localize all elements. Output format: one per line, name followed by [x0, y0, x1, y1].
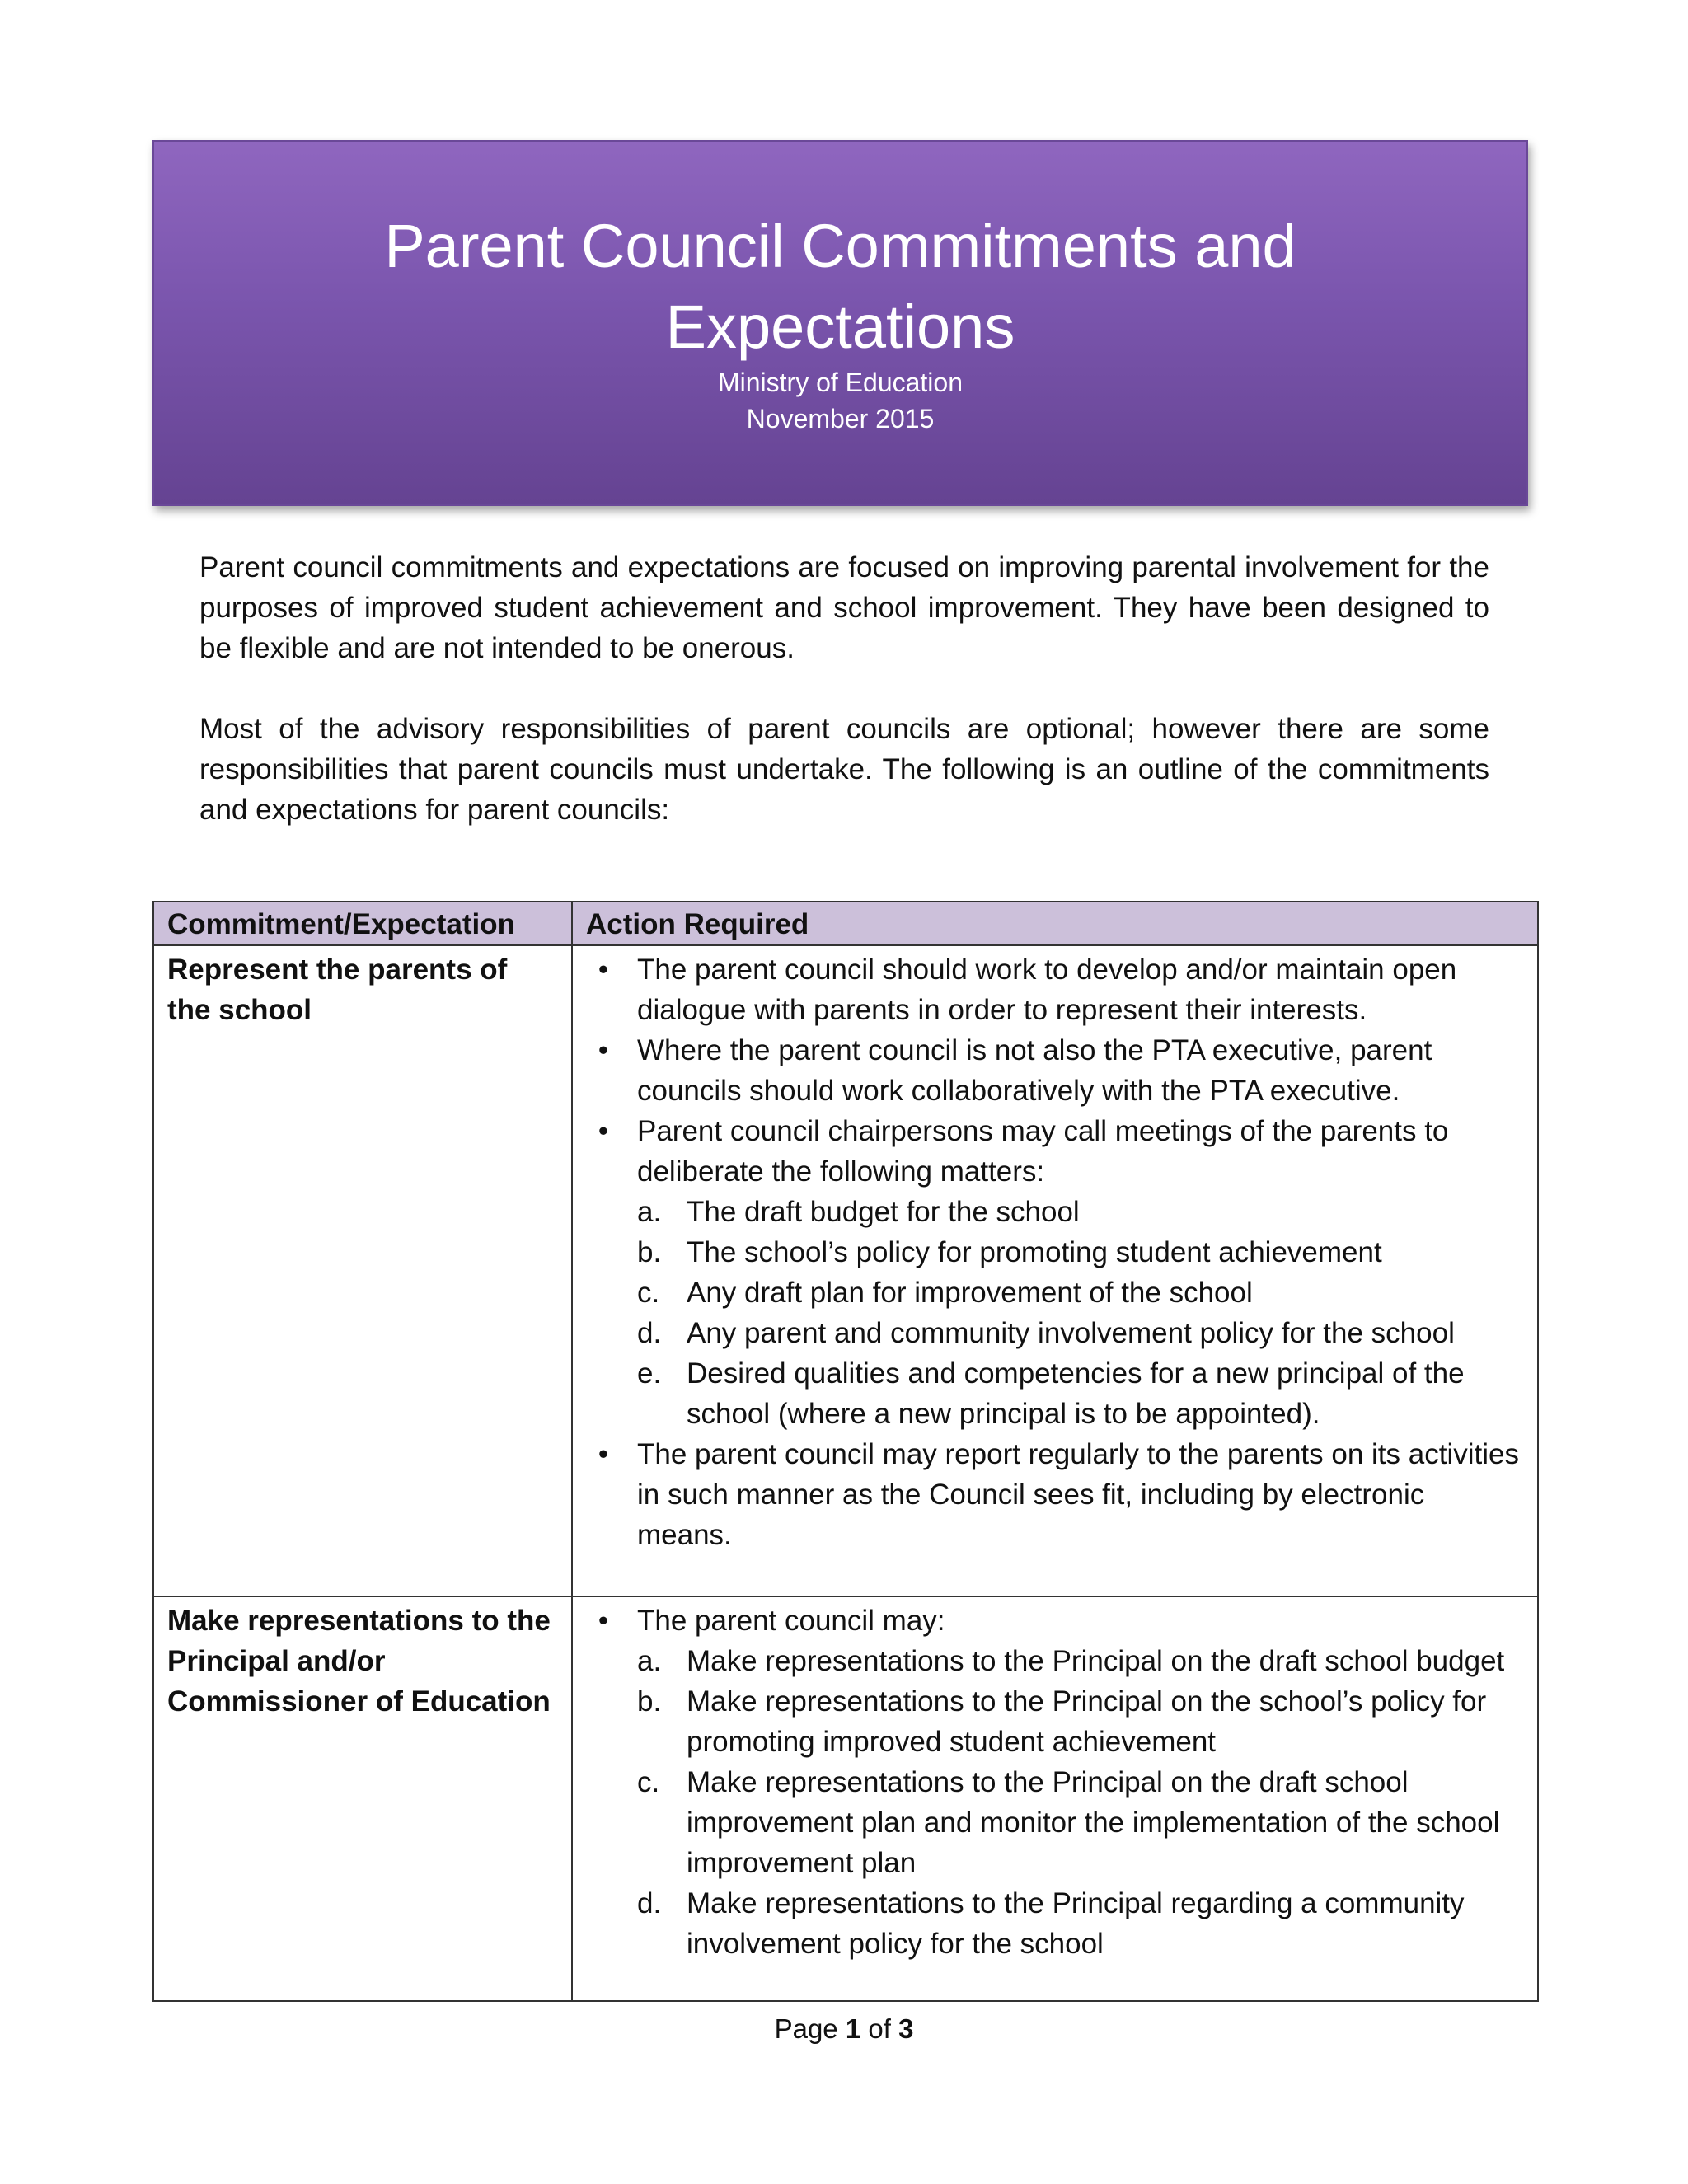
item-text: Make representations to the Principal on the school’s policy for promoting improved student achievement: [687, 1685, 1487, 1758]
lettered-item: [637, 1353, 1524, 1434]
column-header-action: Action Required: [572, 902, 1538, 945]
organization-name: Ministry of Education: [717, 368, 963, 397]
action-bullet: [588, 1111, 1524, 1434]
bullet-icon: •: [598, 1115, 609, 1147]
page-footer: [0, 2011, 1688, 2047]
item-letter: b.: [637, 1685, 662, 1718]
lettered-item: [637, 1641, 1524, 1681]
lettered-item: [637, 1272, 1524, 1313]
item-letter: e.: [637, 1357, 662, 1390]
bullet-text: The parent council may report regularly to the parents on its activities in such manner as the Council sees fit, including by electronic means.: [637, 1438, 1519, 1551]
bullet-text: The parent council may:: [637, 1605, 945, 1637]
item-letter: c.: [637, 1277, 660, 1309]
table-header-row: [153, 902, 1538, 945]
intro-paragraph-2: Most of the advisory responsibilities of parent councils are optional; however there are some responsibilities that parent councils must undertake. The following is an outline of the commitments and expectations for parent councils:: [199, 713, 1489, 826]
of-label: of: [868, 2013, 891, 2044]
item-text: Any draft plan for improvement of the school: [687, 1277, 1253, 1309]
item-letter: a.: [637, 1196, 662, 1228]
action-bullet: [588, 1030, 1524, 1111]
bullet-text: Parent council chairpersons may call meetings of the parents to deliberate the following matters:: [637, 1115, 1449, 1188]
action-bullet: [588, 1601, 1524, 1964]
table-row: [153, 945, 1538, 1596]
item-text: Make representations to the Principal on the draft school budget: [687, 1645, 1505, 1677]
lettered-sublist: [637, 1192, 1524, 1434]
item-text: The draft budget for the school: [687, 1196, 1080, 1228]
bullet-text: Where the parent council is not also the PTA executive, parent councils should work collaboratively with the PTA executive.: [637, 1034, 1432, 1107]
action-cell: [572, 945, 1538, 1596]
column-header-commitment: Commitment/Expectation: [153, 902, 572, 945]
commitment-cell: Represent the parents of the school: [153, 945, 572, 1596]
action-cell: [572, 1596, 1538, 2001]
document-date: November 2015: [746, 404, 935, 434]
lettered-item: [637, 1313, 1524, 1353]
action-bullet-list: [588, 1601, 1524, 1964]
commitments-table: [152, 901, 1539, 2002]
item-letter: a.: [637, 1645, 662, 1677]
item-letter: d.: [637, 1317, 662, 1349]
action-bullet-list: [588, 949, 1524, 1555]
lettered-item: [637, 1762, 1524, 1883]
bullet-icon: •: [598, 1034, 609, 1066]
lettered-item: [637, 1192, 1524, 1232]
item-text: Make representations to the Principal on the draft school improvement plan and monitor the implementation of the school improvement plan: [687, 1766, 1500, 1879]
lettered-sublist: [637, 1641, 1524, 1964]
current-page-number: 1: [845, 2013, 861, 2044]
total-pages-number: 3: [898, 2013, 914, 2044]
document-title: Parent Council Commitments and Expectations: [384, 212, 1296, 361]
bullet-text: The parent council should work to develop and/or maintain open dialogue with parents in order to represent their interests.: [637, 954, 1457, 1026]
action-bullet: [588, 949, 1524, 1030]
bullet-icon: •: [598, 954, 609, 986]
item-letter: d.: [637, 1887, 662, 1919]
lettered-item: [637, 1883, 1524, 1964]
item-text: Make representations to the Principal regarding a community involvement policy for the school: [687, 1887, 1465, 1960]
item-text: The school’s policy for promoting student achievement: [687, 1236, 1382, 1268]
action-bullet: [588, 1434, 1524, 1555]
commitment-cell: Make representations to the Principal and/or Commissioner of Education: [153, 1596, 572, 2001]
item-letter: c.: [637, 1766, 660, 1798]
table-row: [153, 1596, 1538, 2001]
bullet-icon: •: [598, 1438, 609, 1470]
page-label: Page: [774, 2013, 838, 2044]
item-letter: b.: [637, 1236, 662, 1268]
item-text: Desired qualities and competencies for a new principal of the school (where a new principal is to be appointed).: [687, 1357, 1465, 1430]
intro-paragraph-1: Parent council commitments and expectations are focused on improving parental involvement for the purposes of improved student achievement and school improvement. They have been designed to be flexible and are not intended to be onerous.: [199, 551, 1489, 664]
item-text: Any parent and community involvement policy for the school: [687, 1317, 1455, 1349]
lettered-item: [637, 1681, 1524, 1762]
bullet-icon: •: [598, 1605, 609, 1637]
lettered-item: [637, 1232, 1524, 1272]
title-banner: [152, 140, 1528, 506]
